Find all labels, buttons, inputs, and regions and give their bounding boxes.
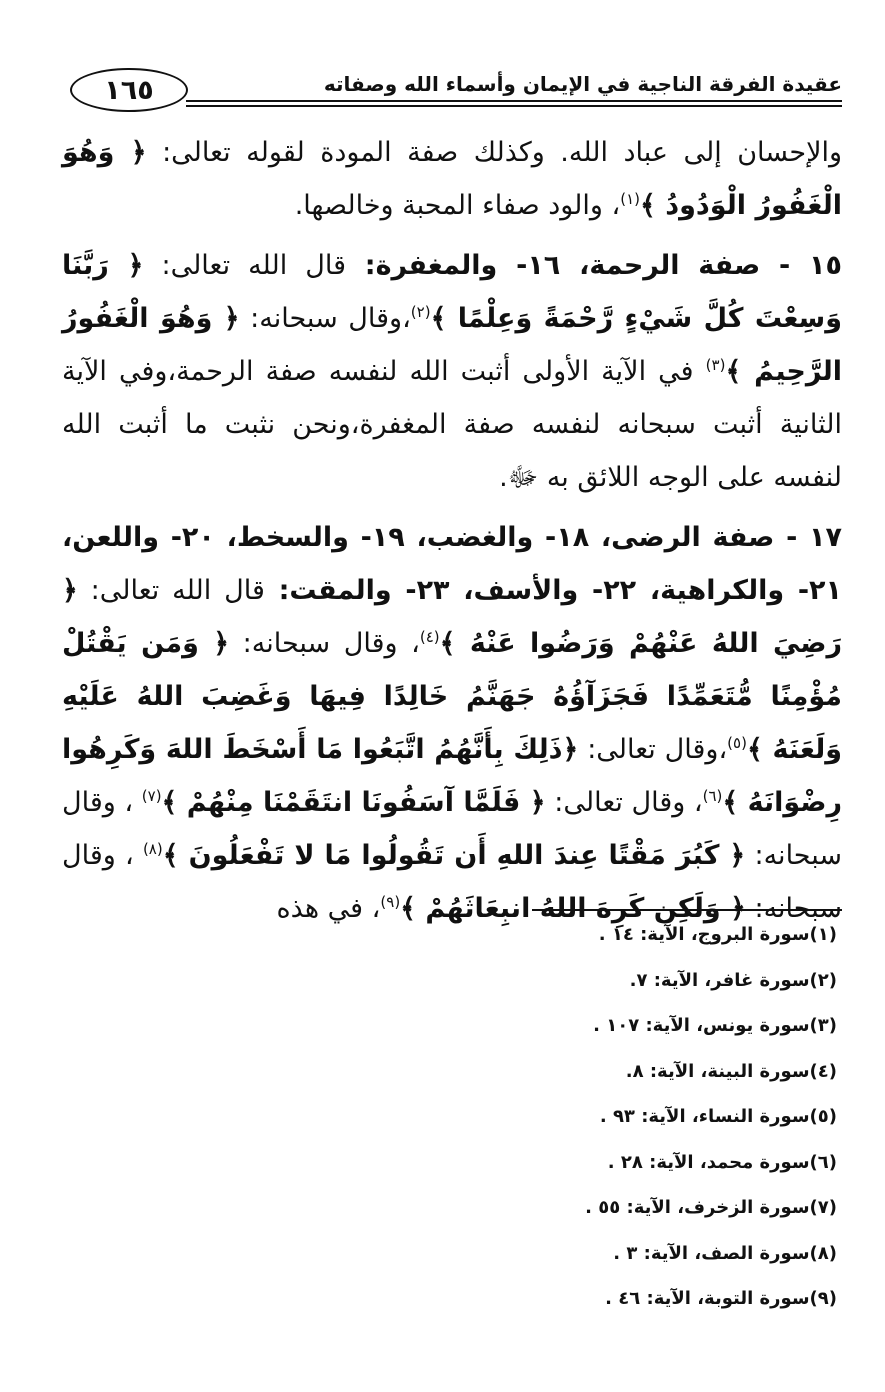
text-run: قال الله تعالى: bbox=[77, 575, 265, 606]
section-heading: ١٧ - صفة الرضى، ١٨- والغضب، ١٩- والسخط، ٢٠- واللعن، ٢١- والكراهية، ٢٢- والأسف، ٢٣- والمقت: bbox=[62, 522, 842, 606]
paragraph bbox=[62, 126, 842, 232]
footnote-ref: (٧) bbox=[141, 787, 162, 805]
footnote-ref: (٢) bbox=[410, 303, 431, 321]
footnote: (١)سورة البروج، الآية: ١٤ . bbox=[598, 924, 837, 945]
footnotes bbox=[437, 912, 837, 1322]
quran-quote: ﴿ رَبَّنَا وَسِعْتَ كُلَّ شَيْءٍ رَّحْمَةً وَعِلْمًا ﴾ bbox=[62, 250, 842, 334]
page-header bbox=[70, 68, 842, 116]
footnote-ref: (٤) bbox=[419, 628, 440, 646]
quran-quote: ﴿ وَلَكِن كَرِهَ اللهُ انبِعَاثَهُمْ ﴾ bbox=[400, 893, 746, 924]
footnote: (٧)سورة الزخرف، الآية: ٥٥ . bbox=[585, 1197, 837, 1218]
header-rule bbox=[186, 100, 842, 102]
footnote: (٨)سورة الصف، الآية: ٣ . bbox=[613, 1242, 837, 1264]
footnote-ref: (٦) bbox=[702, 787, 723, 805]
footnote: (٥)سورة النساء، الآية: ٩٣ . bbox=[599, 1106, 837, 1127]
text-run: ، وقال سبحانه: bbox=[62, 840, 842, 924]
footnote: (٣)سورة يونس، الآية: ١٠٧ . bbox=[593, 1015, 837, 1036]
text-run: ، وقال تعالى: bbox=[545, 787, 703, 818]
text-run: ،وقال سبحانه: bbox=[239, 303, 411, 334]
quran-quote: ﴿ فَلَمَّا آسَفُونَا انتَقَمْنَا مِنْهُمْ ﴾ bbox=[161, 787, 546, 818]
section-heading: ١٥ - صفة الرحمة، ١٦- والمغفرة: bbox=[345, 250, 843, 281]
footnote-ref: (١) bbox=[620, 190, 641, 208]
footnote: (٤)سورة البينة، الآية: ٨. bbox=[625, 1060, 837, 1082]
footnote-separator bbox=[532, 909, 842, 911]
text-run: والإحسان إلى عباد الله. وكذلك صفة المودة لقوله تعالى: bbox=[146, 137, 843, 168]
footnote-ref: (٩) bbox=[380, 893, 401, 911]
footnote: (٩)سورة التوبة، الآية: ٤٦ . bbox=[605, 1288, 837, 1309]
footnote-ref: (٨) bbox=[142, 840, 163, 858]
page-number: ١٦٥ bbox=[70, 68, 188, 112]
quran-quote: ﴿ كَبُرَ مَقْتًا عِندَ اللهِ أَن تَقُولُوا مَا لا تَفْعَلُونَ ﴾ bbox=[162, 840, 746, 871]
header-rule bbox=[186, 105, 842, 107]
paragraph bbox=[62, 511, 842, 935]
running-title: عقيدة الفرقة الناجية في الإيمان وأسماء الله وصفاته bbox=[323, 72, 842, 96]
quran-quote: ﴿ وَهُوَ الْغَفُورُ الرَّحِيمُ ﴾ bbox=[62, 303, 843, 387]
footnote-ref: (٥) bbox=[727, 734, 747, 752]
quran-quote: ﴿ رَضِيَ اللهُ عَنْهُمْ وَرَضُوا عَنْهُ ﴾ bbox=[62, 575, 843, 659]
quran-quote: ﴿ وَمَن يَقْتُلْ مُؤْمِنًا مُّتَعَمِّدًا فَجَزَآؤُهُ جَهَنَّمُ خَالِدًا فِيهَا وَغَضِبَ اللهُ عَلَيْهِ وَلَعَنَهُ ﴾ bbox=[62, 628, 843, 765]
quran-quote: ﴿ وَهُوَ الْغَفُورُ الْوَدُودُ ﴾ bbox=[62, 137, 842, 221]
body-text bbox=[62, 126, 842, 935]
text-run: ، والود صفاء المحبة وخالصها. bbox=[294, 190, 621, 221]
text-run: قال الله تعالى: bbox=[143, 250, 346, 281]
footnote: (٢)سورة غافر، الآية: ٧. bbox=[629, 969, 837, 991]
text-run: ، في هذه bbox=[276, 893, 381, 924]
footnote: (٦)سورة محمد، الآية: ٢٨ . bbox=[607, 1151, 837, 1173]
paragraph bbox=[62, 239, 842, 504]
text-run: ، وقال سبحانه: bbox=[62, 787, 842, 871]
footnote-ref: (٣) bbox=[705, 356, 726, 374]
quran-quote: ﴿ذَلِكَ بِأَنَّهُمُ اتَّبَعُوا مَا أَسْخَطَ اللهَ وَكَرِهُوا رِضْوَانَهُ ﴾ bbox=[62, 734, 842, 818]
text-run: في الآية الأولى أثبت الله لنفسه صفة الرحمة،وفي الآية الثانية أثبت سبحانه لنفسه صفة المغفرة،ونحن نثبت ما أثبت الله لنفسه على الوجه اللائق به ﷻ. bbox=[62, 356, 842, 493]
text-run: ،وقال تعالى: bbox=[578, 734, 728, 765]
text-run: ، وقال سبحانه: bbox=[229, 628, 420, 659]
